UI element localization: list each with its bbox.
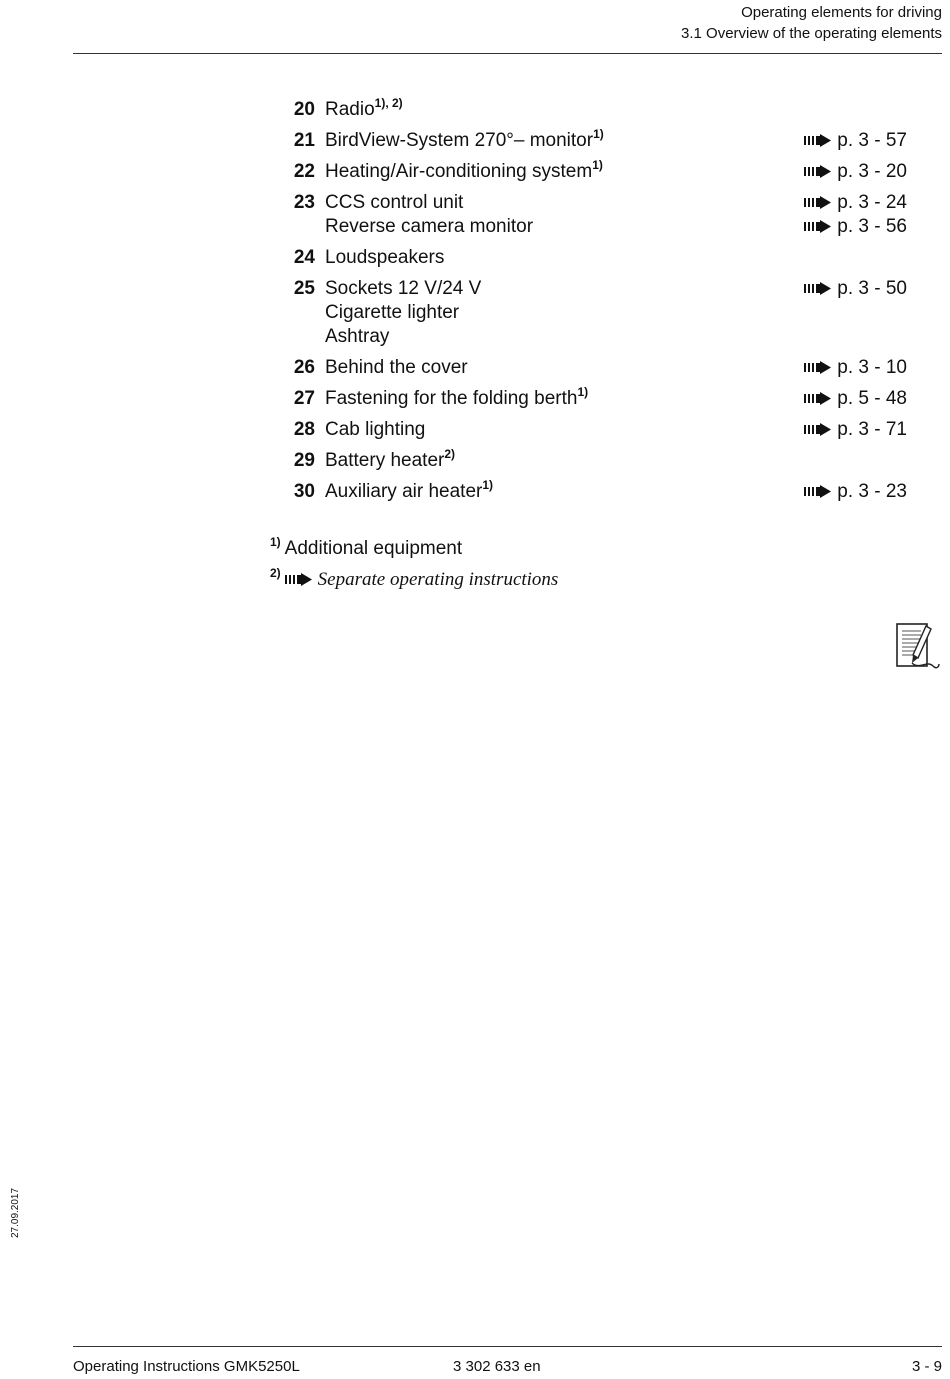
- item-number: 25: [293, 278, 315, 299]
- item-line: [325, 246, 910, 270]
- item-lines: [325, 191, 910, 239]
- page-reference: p. 3 - 56: [837, 216, 907, 237]
- item-line: [325, 98, 910, 122]
- footnote-mark: 1): [270, 535, 281, 549]
- list-item: [285, 356, 910, 380]
- item-label: Behind the cover: [325, 357, 468, 378]
- item-lines: [325, 387, 910, 411]
- page-reference-link[interactable]: [804, 356, 907, 380]
- item-lines: [325, 449, 910, 473]
- striped-arrow-icon: [804, 419, 831, 432]
- item-label: BirdView-System 270°– monitor: [325, 130, 594, 151]
- item-label: Sockets 12 V/24 V: [325, 278, 482, 299]
- page-reference: p. 3 - 23: [837, 481, 907, 502]
- page-number: 3 - 9: [911, 1358, 942, 1375]
- item-lines: [325, 356, 910, 380]
- page-reference: p. 3 - 20: [837, 161, 907, 182]
- striped-arrow-icon: [804, 192, 831, 205]
- footnote-marker: 1), 2): [374, 96, 403, 110]
- list-item: [285, 480, 910, 504]
- item-label: Cab lighting: [325, 419, 426, 440]
- page-reference: p. 3 - 24: [837, 192, 907, 213]
- footer-document-title: Operating Instructions GMK5250L: [73, 1358, 300, 1375]
- footnote-marker: 1): [592, 158, 603, 172]
- item-number: 23: [293, 192, 315, 213]
- item-label: Battery heater: [325, 450, 445, 471]
- item-label: Loudspeakers: [325, 247, 445, 268]
- striped-arrow-icon: [804, 130, 831, 143]
- list-item: [285, 277, 910, 349]
- notes-pen-icon: [893, 622, 941, 677]
- item-line: [325, 449, 910, 473]
- item-number: 27: [293, 388, 315, 409]
- item-lines: [325, 246, 910, 270]
- item-label: Radio: [325, 99, 375, 120]
- page-reference: p. 3 - 50: [837, 278, 907, 299]
- item-lines: [325, 160, 910, 184]
- item-label: Auxiliary air heater: [325, 481, 483, 502]
- item-lines: [325, 277, 910, 349]
- item-label: Cigarette lighter: [325, 302, 460, 323]
- footnote: [270, 568, 558, 592]
- item-line: [325, 325, 910, 349]
- item-line: [325, 191, 910, 215]
- page-reference-link[interactable]: [804, 160, 907, 184]
- item-lines: [325, 129, 910, 153]
- striped-arrow-icon: [804, 388, 831, 401]
- item-label: Heating/Air-conditioning system: [325, 161, 593, 182]
- item-line: [325, 129, 910, 153]
- item-lines: [325, 98, 910, 122]
- item-lines: [325, 480, 910, 504]
- side-date: 27.09.2017: [10, 1187, 21, 1238]
- item-lines: [325, 418, 910, 442]
- item-label: Fastening for the folding berth: [325, 388, 578, 409]
- striped-arrow-icon: [804, 216, 831, 229]
- page-reference: p. 3 - 71: [837, 419, 907, 440]
- item-label: Ashtray: [325, 326, 390, 347]
- footnote-marker: 2): [444, 447, 456, 461]
- page-reference: p. 5 - 48: [837, 388, 907, 409]
- footnotes: [270, 537, 558, 599]
- striped-arrow-icon: [804, 278, 831, 291]
- page-reference-link[interactable]: [804, 129, 907, 153]
- item-line: [325, 480, 910, 504]
- striped-arrow-icon: [804, 481, 831, 494]
- page-reference-link[interactable]: [804, 215, 907, 239]
- page-reference-link[interactable]: [804, 191, 907, 215]
- item-number: 20: [293, 99, 315, 120]
- page-reference: p. 3 - 10: [837, 357, 907, 378]
- footer-divider: [73, 1346, 942, 1347]
- list-item: [285, 449, 910, 473]
- footnote-marker: 1): [593, 127, 604, 141]
- item-line: [325, 277, 910, 301]
- operating-elements-list: [285, 98, 910, 511]
- list-item: [285, 387, 910, 411]
- item-label: Reverse camera monitor: [325, 216, 534, 237]
- page-reference: p. 3 - 57: [837, 130, 907, 151]
- page-reference-link[interactable]: [804, 418, 907, 442]
- item-number: 24: [293, 247, 315, 268]
- list-item: [285, 191, 910, 239]
- item-label: CCS control unit: [325, 192, 464, 213]
- striped-arrow-icon: [804, 357, 831, 370]
- item-number: 28: [293, 419, 315, 440]
- section-title: 3.1 Overview of the operating elements: [681, 25, 942, 42]
- striped-arrow-icon: [285, 569, 312, 582]
- footnote-mark: 2): [270, 566, 281, 580]
- item-line: [325, 215, 910, 239]
- list-item: [285, 160, 910, 184]
- footnote: [270, 537, 558, 561]
- footnote-marker: 1): [577, 385, 589, 399]
- header-divider: [73, 53, 942, 54]
- page-reference-link[interactable]: [804, 277, 907, 301]
- item-number: 22: [293, 161, 315, 182]
- list-item: [285, 418, 910, 442]
- footnote-text: Separate operating instructions: [317, 569, 559, 590]
- page-reference-link[interactable]: [804, 387, 907, 411]
- page-reference-link[interactable]: [804, 480, 907, 504]
- list-item: [285, 98, 910, 122]
- footer-document-number: 3 302 633 en: [453, 1358, 541, 1375]
- item-line: [325, 301, 910, 325]
- footnote-text: Additional equipment: [284, 538, 463, 559]
- item-line: [325, 356, 910, 380]
- list-item: [285, 129, 910, 153]
- striped-arrow-icon: [804, 161, 831, 174]
- item-number: 26: [293, 357, 315, 378]
- list-item: [285, 246, 910, 270]
- item-line: [325, 160, 910, 184]
- running-header: [681, 2, 942, 44]
- item-line: [325, 387, 910, 411]
- item-line: [325, 418, 910, 442]
- item-number: 21: [293, 130, 315, 151]
- footnote-marker: 1): [482, 478, 494, 492]
- item-number: 29: [293, 450, 315, 471]
- chapter-title: Operating elements for driving: [741, 4, 942, 21]
- item-number: 30: [293, 481, 315, 502]
